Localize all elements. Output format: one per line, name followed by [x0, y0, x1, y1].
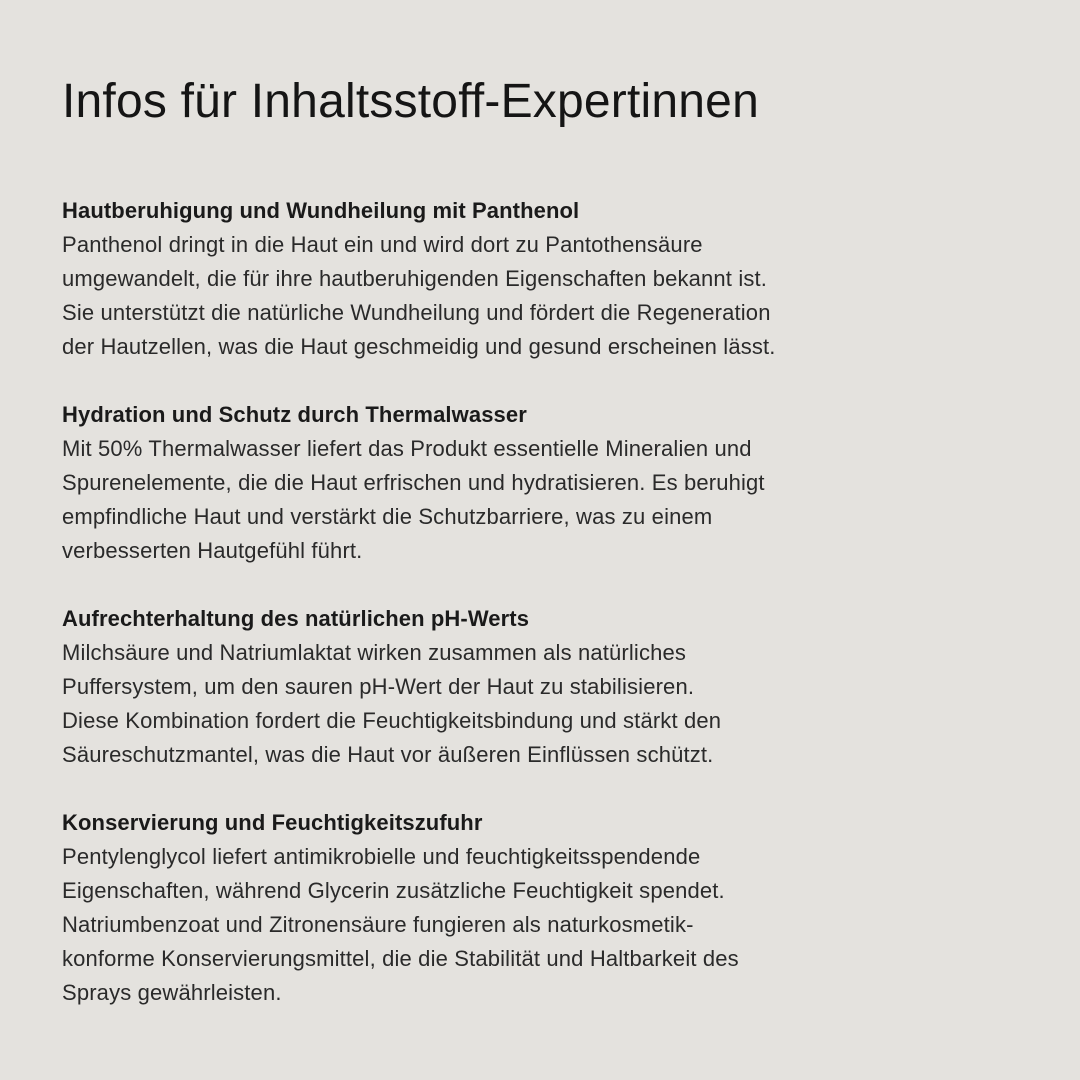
section-thermalwasser	[62, 398, 1018, 568]
body-line: Eigenschaften, während Glycerin zusätzliche Feuchtigkeit spendet.	[62, 878, 725, 903]
page-title: Infos für Inhaltsstoff-Expertinnen	[62, 75, 759, 128]
body-line: Diese Kombination fordert die Feuchtigkeitsbindung und stärkt den	[62, 708, 722, 733]
body-line: Milchsäure und Natriumlaktat wirken zusammen als natürliches	[62, 640, 687, 665]
body-line: Puffersystem, um den sauren pH-Wert der Haut zu stabilisieren.	[62, 674, 695, 699]
body-line: Säureschutzmantel, was die Haut vor äußeren Einflüssen schützt.	[62, 742, 714, 767]
body-line: Sprays gewährleisten.	[62, 980, 282, 1005]
section-body	[62, 432, 1018, 568]
section-heading: Hautberuhigung und Wundheilung mit Panthenol	[62, 198, 580, 223]
section-panthenol	[62, 194, 1018, 364]
body-line: verbesserten Hautgefühl führt.	[62, 538, 363, 563]
section-heading: Aufrechterhaltung des natürlichen pH-Werts	[62, 606, 530, 631]
body-line: Panthenol dringt in die Haut ein und wird dort zu Pantothensäure	[62, 232, 703, 257]
body-line: Pentylenglycol liefert antimikrobielle und feuchtigkeitsspendende	[62, 844, 701, 869]
body-line: Natriumbenzoat und Zitronensäure fungieren als naturkosmetik-	[62, 912, 694, 937]
section-body	[62, 840, 1018, 1010]
section-konservierung	[62, 806, 1018, 1010]
section-ph-wert	[62, 602, 1018, 772]
body-line: Sie unterstützt die natürliche Wundheilung und fördert die Regeneration	[62, 300, 771, 325]
section-heading: Konservierung und Feuchtigkeitszufuhr	[62, 810, 483, 835]
sections-container	[62, 194, 1018, 1010]
section-body	[62, 636, 1018, 772]
body-line: der Hautzellen, was die Haut geschmeidig und gesund erscheinen lässt.	[62, 334, 776, 359]
body-line: Spurenelemente, die die Haut erfrischen und hydratisieren. Es beruhigt	[62, 470, 765, 495]
body-line: empfindliche Haut und verstärkt die Schutzbarriere, was zu einem	[62, 504, 713, 529]
body-line: Mit 50% Thermalwasser liefert das Produkt essentielle Mineralien und	[62, 436, 752, 461]
body-line: konforme Konservierungsmittel, die die Stabilität und Haltbarkeit des	[62, 946, 739, 971]
section-body	[62, 228, 1018, 364]
section-heading: Hydration und Schutz durch Thermalwasser	[62, 402, 527, 427]
body-line: umgewandelt, die für ihre hautberuhigenden Eigenschaften bekannt ist.	[62, 266, 768, 291]
